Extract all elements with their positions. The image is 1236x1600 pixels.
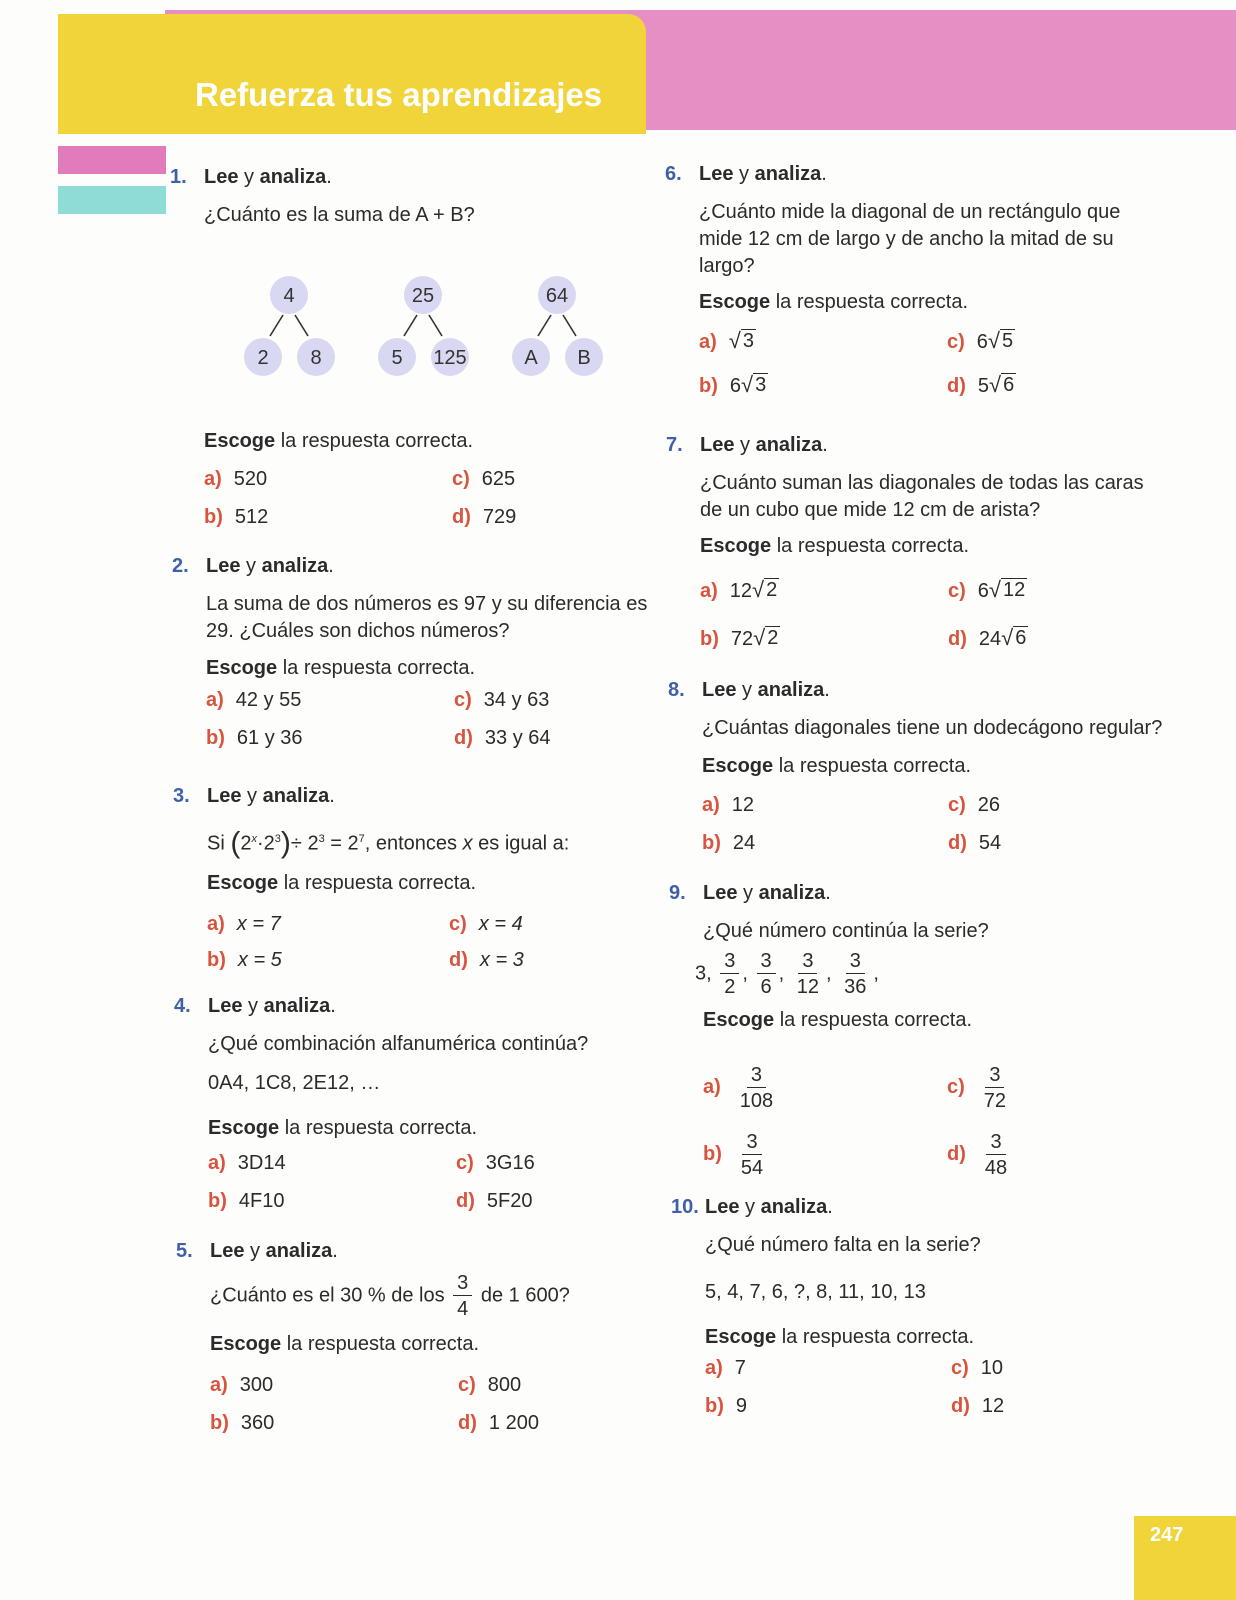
option-3a[interactable]: a) x = 7 [207, 913, 281, 935]
question-text-line-2: 29. ¿Cuáles son dichos números? [206, 620, 510, 642]
instruction: Lee y analiza. [204, 166, 332, 188]
option-4c[interactable]: c) 3G16 [456, 1152, 535, 1174]
instruction: Lee y analiza. [700, 434, 828, 456]
question-text-line-2: mide 12 cm de largo y de ancho la mitad de su [699, 228, 1114, 250]
question-number: 6. [665, 163, 682, 185]
option-1a[interactable]: a) 520 [204, 468, 268, 490]
tree-3-right: B [577, 347, 591, 369]
page-title: Refuerza tus aprendizajes [195, 76, 603, 113]
question-number: 10. [671, 1196, 699, 1218]
option-3c[interactable]: c) x = 4 [449, 913, 523, 935]
option-5d[interactable]: d) 1 200 [458, 1412, 539, 1434]
question-7 [666, 432, 1144, 650]
option-6a[interactable]: a) √ 3 [699, 328, 754, 353]
option-3d[interactable]: d) x = 3 [449, 949, 524, 971]
option-9a[interactable]: a) $\frac{3}{108}$ [703, 1064, 774, 1112]
question-number: 2. [172, 555, 189, 577]
header-band-yellow [58, 14, 646, 134]
option-7d[interactable]: d) 24 √ 6 [948, 625, 1027, 650]
question-number: 3. [173, 785, 190, 807]
series-fraction: $\frac{3}{36}$ [844, 950, 867, 998]
tree-3-top: 64 [545, 285, 569, 307]
option-8b[interactable]: b) 24 [702, 832, 756, 854]
series: 3, $\frac{3}{2}$ , $\frac{3}{6}$ , $\frac{3}{12}$ , $\frac{3}{36}$ , [695, 950, 879, 998]
question-6 [665, 161, 1121, 397]
tree-2-top: 25 [411, 285, 435, 307]
tree-1-left: 2 [257, 347, 269, 369]
question-1-answers [204, 428, 517, 528]
option-2a[interactable]: a) 42 y 55 [206, 689, 302, 711]
choose-instruction: Escoge la respuesta correcta. [700, 535, 970, 557]
choose-instruction: Escoge la respuesta correcta. [204, 430, 474, 452]
question-10 [671, 1194, 1005, 1417]
option-2b[interactable]: b) 61 y 36 [206, 727, 303, 749]
question-text: ¿Qué número continúa la serie? [703, 920, 989, 942]
instruction: Lee y analiza. [207, 785, 335, 807]
option-8a[interactable]: a) 12 [702, 794, 755, 816]
option-1c[interactable]: c) 625 [452, 468, 516, 490]
question-number: 5. [176, 1240, 193, 1262]
instruction: Lee y analiza. [699, 163, 827, 185]
fraction: $\frac{3}{4}$ [453, 1273, 472, 1319]
question-text-line-3: largo? [699, 255, 755, 277]
question-text: ¿Qué combinación alfanumérica continúa? [208, 1033, 589, 1055]
option-7b[interactable]: b) 72 √ 2 [700, 625, 779, 650]
option-5b[interactable]: b) 360 [210, 1412, 275, 1434]
series-fraction: $\frac{3}{2}$ [720, 951, 739, 997]
option-10d[interactable]: d) 12 [951, 1395, 1005, 1417]
tree-1-right: 8 [310, 347, 322, 369]
question-text: ¿Cuántas diagonales tiene un dodecágono regular? [702, 717, 1163, 739]
option-10c[interactable]: c) 10 [951, 1357, 1004, 1379]
tree-1-top: 4 [283, 285, 295, 307]
option-7c[interactable]: c) 6 √ 12 [948, 577, 1026, 602]
series-text: 5, 4, 7, 6, ?, 8, 11, 10, 13 [705, 1281, 926, 1303]
option-8d[interactable]: d) 54 [948, 832, 1002, 854]
question-text-line-2: de un cubo que mide 12 cm de arista? [700, 499, 1041, 521]
choose-instruction: Escoge la respuesta correcta. [207, 871, 477, 894]
option-4a[interactable]: a) 3D14 [208, 1152, 286, 1174]
option-10a[interactable]: a) 7 [705, 1357, 746, 1379]
option-5c[interactable]: c) 800 [458, 1374, 522, 1396]
question-9 [669, 880, 1008, 1179]
question-text: ¿Qué número falta en la serie? [705, 1234, 981, 1256]
question-text-line-1: La suma de dos números es 97 y su diferencia es [206, 593, 648, 615]
option-4b[interactable]: b) 4F10 [208, 1190, 285, 1212]
instruction: Lee y analiza. [206, 555, 334, 577]
question-number: 9. [669, 882, 686, 904]
option-7a[interactable]: a) 12 √ 2 [700, 577, 778, 602]
option-6c[interactable]: c) 6 √ 5 [947, 328, 1014, 353]
option-5a[interactable]: a) 300 [210, 1374, 274, 1396]
option-6d[interactable]: d) 5 √ 6 [947, 372, 1015, 397]
question-3 [173, 783, 570, 971]
option-9d[interactable]: d) $\frac{3}{48}$ [947, 1131, 1008, 1179]
option-9c[interactable]: c) $\frac{3}{72}$ [947, 1064, 1007, 1112]
instruction: Lee y analiza. [705, 1196, 833, 1218]
question-number: 1. [170, 166, 187, 188]
option-6b[interactable]: b) 6 √ 3 [699, 372, 767, 397]
page-number: 247 [1150, 1524, 1184, 1546]
question-number: 7. [666, 434, 683, 456]
tree-2-left: 5 [391, 347, 403, 369]
side-tab-pink [58, 146, 166, 174]
option-4d[interactable]: d) 5F20 [456, 1190, 533, 1212]
option-10b[interactable]: b) 9 [705, 1395, 748, 1417]
option-2d[interactable]: d) 33 y 64 [454, 727, 551, 749]
question-text-line-1: ¿Cuánto suman las diagonales de todas las caras [700, 472, 1144, 494]
choose-instruction: Escoge la respuesta correcta. [702, 755, 972, 777]
question-8 [668, 677, 1163, 854]
tree-2-right: 125 [433, 347, 467, 369]
question-2 [172, 553, 648, 749]
option-8c[interactable]: c) 26 [948, 794, 1001, 816]
choose-instruction: Escoge la respuesta correcta. [699, 291, 969, 313]
instruction: Lee y analiza. [210, 1240, 338, 1262]
choose-instruction: Escoge la respuesta correcta. [705, 1326, 975, 1348]
choose-instruction: Escoge la respuesta correcta. [703, 1009, 973, 1031]
option-1d[interactable]: d) 729 [452, 506, 517, 528]
choose-instruction: Escoge la respuesta correcta. [208, 1117, 478, 1139]
equation-text: Si $(2^x\cdot 2^3)\div 2^3 = 2^7$, entonces x es igual a: [207, 826, 570, 860]
instruction: Lee y analiza. [702, 679, 830, 701]
choose-instruction: Escoge la respuesta correcta. [210, 1333, 480, 1355]
series-text: 0A4, 1C8, 2E12, … [208, 1072, 381, 1094]
number-trees-diagram [230, 268, 630, 380]
question-number: 4. [174, 995, 191, 1017]
question-number: 8. [668, 679, 685, 701]
series-fraction: $\frac{3}{6}$ [757, 951, 776, 997]
option-3b[interactable]: b) x = 5 [207, 949, 282, 971]
option-2c[interactable]: c) 34 y 63 [454, 689, 550, 711]
question-5 [176, 1238, 570, 1434]
question-text-line-1: ¿Cuánto mide la diagonal de un rectángulo que [699, 201, 1121, 223]
tree-3-left: A [524, 347, 538, 369]
question-text: ¿Cuánto es la suma de A + B? [204, 204, 475, 226]
option-9b[interactable]: b) $\frac{3}{54}$ [703, 1131, 764, 1179]
instruction: Lee y analiza. [208, 995, 336, 1017]
series-fraction: $\frac{3}{12}$ [796, 950, 819, 998]
option-1b[interactable]: b) 512 [204, 506, 269, 528]
question-1 [170, 164, 475, 229]
choose-instruction: Escoge la respuesta correcta. [206, 657, 476, 679]
question-text: ¿Cuánto es el 30 % de los $\frac{3}{4}$ de 1 600? [210, 1272, 570, 1320]
side-tab-cyan [58, 186, 166, 214]
question-4 [174, 993, 589, 1212]
instruction: Lee y analiza. [703, 882, 831, 904]
